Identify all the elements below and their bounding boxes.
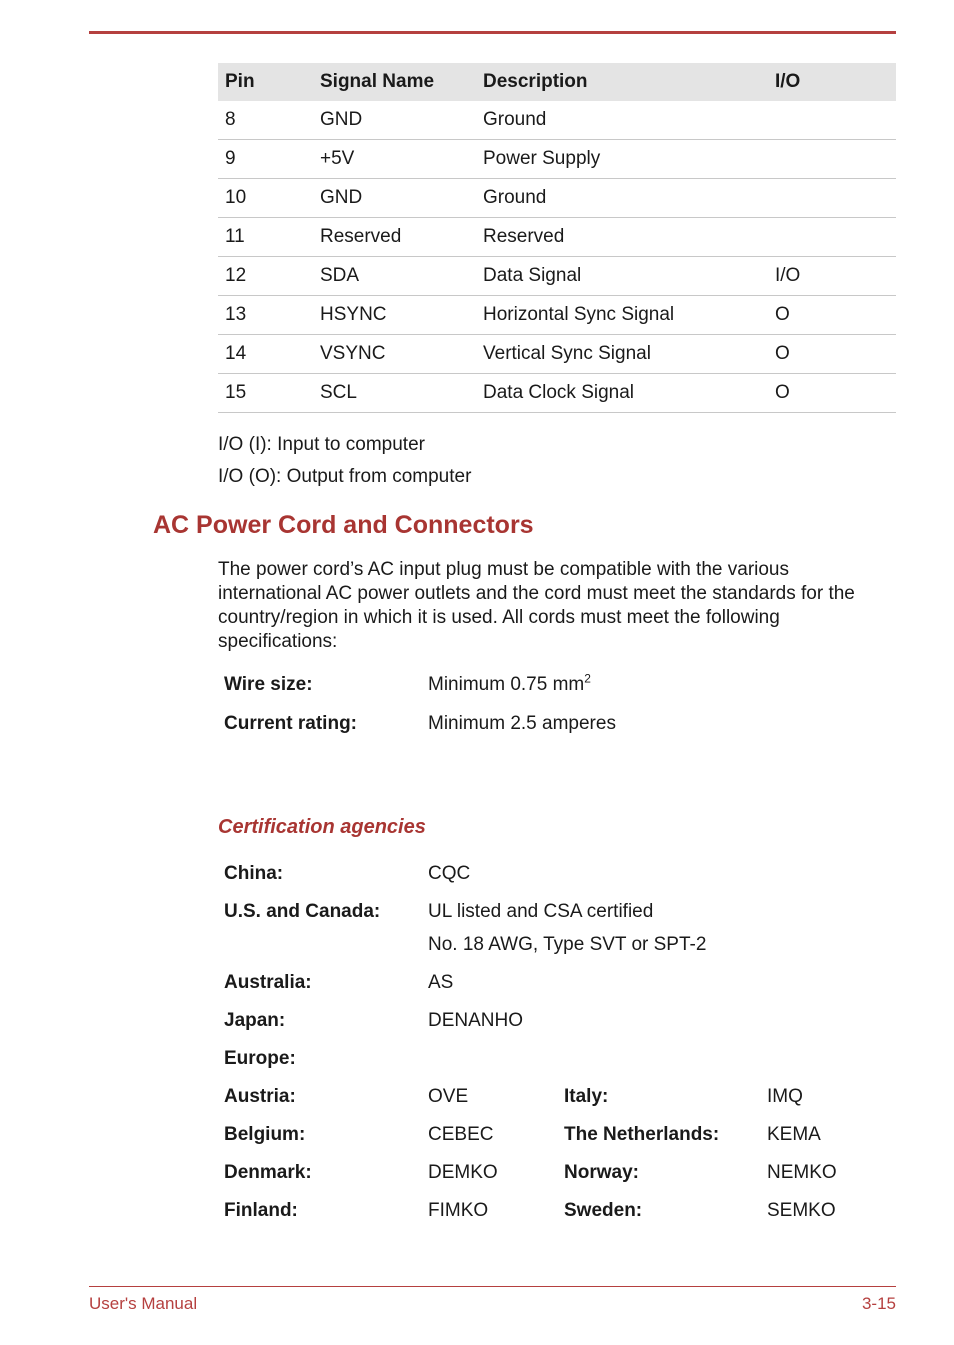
cell-description: Power Supply [476, 140, 768, 179]
current-rating-label: Current rating: [224, 713, 357, 734]
cell-io [768, 140, 896, 179]
china-value: CQC [428, 863, 471, 884]
current-rating-value: Minimum 2.5 amperes [428, 713, 616, 734]
cell-description: Data Clock Signal [476, 374, 768, 413]
sweden-label: Sweden: [564, 1200, 643, 1221]
footer-rule [89, 1286, 896, 1287]
italy-label: Italy: [564, 1086, 609, 1107]
cell-pin: 15 [218, 374, 313, 413]
denmark-value: DEMKO [428, 1162, 498, 1183]
norway-label: Norway: [564, 1162, 639, 1183]
netherlands-value: KEMA [767, 1124, 821, 1145]
cell-io [768, 101, 896, 140]
japan-label: Japan: [224, 1010, 286, 1031]
cell-pin: 9 [218, 140, 313, 179]
sweden-value: SEMKO [767, 1200, 836, 1221]
table-row [218, 140, 896, 179]
australia-value: AS [428, 972, 454, 993]
wire-size-label: Wire size: [224, 674, 313, 695]
table-header-row [218, 63, 896, 101]
table-row [218, 218, 896, 257]
header-description: Description [476, 63, 768, 101]
japan-value: DENANHO [428, 1010, 524, 1031]
cell-pin: 8 [218, 101, 313, 140]
cell-description: Vertical Sync Signal [476, 335, 768, 374]
cell-signal: GND [313, 179, 476, 218]
cell-description: Ground [476, 101, 768, 140]
italy-value: IMQ [767, 1086, 803, 1107]
belgium-label: Belgium: [224, 1124, 306, 1145]
china-label: China: [224, 863, 284, 884]
austria-value: OVE [428, 1086, 469, 1107]
europe-label: Europe: [224, 1048, 296, 1069]
header-io: I/O [768, 63, 896, 101]
table-row [218, 296, 896, 335]
cell-pin: 13 [218, 296, 313, 335]
cell-signal: GND [313, 101, 476, 140]
footer-page-number: 3-15 [861, 1294, 896, 1313]
pin-table [218, 63, 896, 413]
io-note-input: I/O (I): Input to computer [218, 434, 425, 455]
section-paragraph: The power cord’s AC input plug must be compatible with the various international AC power outlets and the cord must meet the standards for the country/region in which it is used. All cords must meet the following specifications: [218, 559, 855, 652]
cell-signal: HSYNC [313, 296, 476, 335]
table-row [218, 101, 896, 140]
io-note-output: I/O (O): Output from computer [218, 466, 472, 487]
cell-io [768, 179, 896, 218]
us-canada-value-2: No. 18 AWG, Type SVT or SPT-2 [428, 934, 707, 955]
section-title: AC Power Cord and Connectors [153, 511, 534, 539]
finland-label: Finland: [224, 1200, 298, 1221]
cell-description: Horizontal Sync Signal [476, 296, 768, 335]
wire-size-value [428, 671, 591, 696]
table-row [218, 335, 896, 374]
table-row [218, 374, 896, 413]
cell-io: I/O [768, 257, 896, 296]
cell-io: O [768, 335, 896, 374]
table-row [218, 257, 896, 296]
certification-heading: Certification agencies [218, 816, 426, 838]
cell-io: O [768, 374, 896, 413]
cell-description: Data Signal [476, 257, 768, 296]
cell-signal: +5V [313, 140, 476, 179]
netherlands-label: The Netherlands: [564, 1124, 720, 1145]
finland-value: FIMKO [428, 1200, 489, 1221]
austria-label: Austria: [224, 1086, 296, 1107]
top-rule [89, 31, 896, 34]
cell-signal: Reserved [313, 218, 476, 257]
cell-description: Ground [476, 179, 768, 218]
cell-signal: SCL [313, 374, 476, 413]
wire-size-superscript: 2 [584, 671, 591, 686]
header-signal-name: Signal Name [313, 63, 476, 101]
cell-io: O [768, 296, 896, 335]
table-row [218, 179, 896, 218]
cell-pin: 14 [218, 335, 313, 374]
australia-label: Australia: [224, 972, 312, 993]
cell-pin: 12 [218, 257, 313, 296]
wire-size-text: Minimum 0.75 mm [428, 674, 585, 695]
cell-signal: SDA [313, 257, 476, 296]
cell-description: Reserved [476, 218, 768, 257]
cell-io [768, 218, 896, 257]
cell-pin: 10 [218, 179, 313, 218]
footer-manual-title: User's Manual [89, 1294, 198, 1313]
belgium-value: CEBEC [428, 1124, 494, 1145]
header-pin: Pin [218, 63, 313, 101]
cell-signal: VSYNC [313, 335, 476, 374]
us-canada-label: U.S. and Canada: [224, 901, 381, 922]
cell-pin: 11 [218, 218, 313, 257]
denmark-label: Denmark: [224, 1162, 312, 1183]
us-canada-value-1: UL listed and CSA certified [428, 901, 654, 922]
norway-value: NEMKO [767, 1162, 837, 1183]
